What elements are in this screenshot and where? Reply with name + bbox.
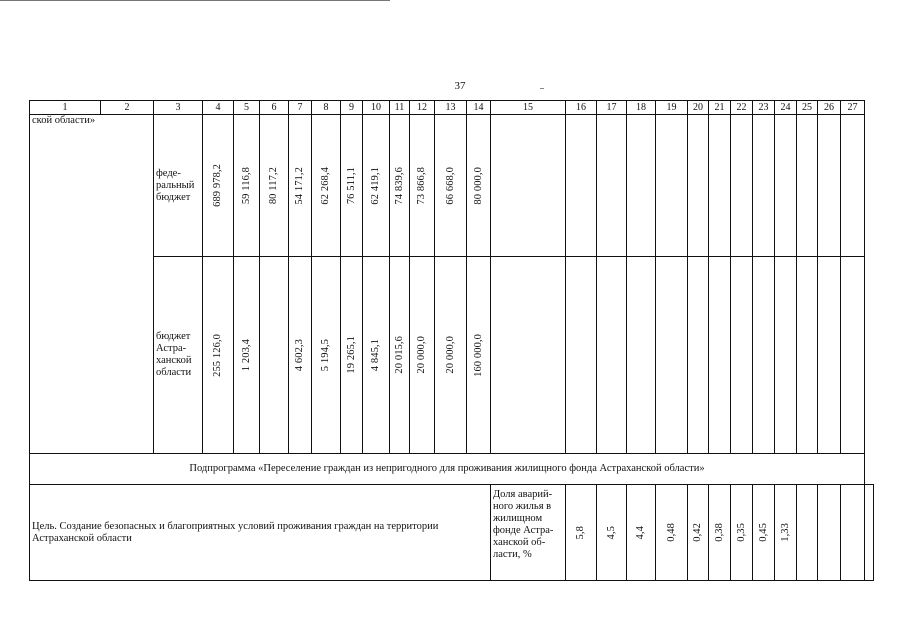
value-cell <box>260 115 289 257</box>
funding-source-label: бюджет Астра- ханской области <box>156 331 192 378</box>
empty-cell <box>597 257 627 454</box>
federal-value: 73 866,8 <box>416 166 427 205</box>
empty-cell <box>753 115 775 257</box>
value-cell <box>410 115 435 257</box>
continuation-cell <box>30 115 154 454</box>
value-cell <box>203 115 234 257</box>
goal-text: Цель. Создание безопасных и благоприятных условий проживания граждан на территории Астраханской области <box>30 485 491 581</box>
indicator-value-cell <box>709 485 731 581</box>
col-header: 20 <box>688 101 709 115</box>
col-header: 22 <box>731 101 753 115</box>
col-header: 10 <box>363 101 390 115</box>
indicator-value-cell <box>688 485 709 581</box>
col-header: 5 <box>234 101 260 115</box>
col-header: 15 <box>491 101 566 115</box>
col-header: 18 <box>627 101 656 115</box>
subprogram-row <box>30 454 874 485</box>
funding-source-cell <box>154 115 203 257</box>
col-header: 16 <box>566 101 597 115</box>
value-cell <box>435 115 467 257</box>
empty-cell <box>797 257 818 454</box>
federal-value: 59 116,8 <box>240 166 252 205</box>
empty-cell <box>709 115 731 257</box>
value-cell <box>312 257 341 454</box>
col-header: 2 <box>101 101 154 115</box>
regional-value: 4 845,1 <box>370 338 381 372</box>
federal-value: 80 000,0 <box>472 166 484 205</box>
empty-cell <box>597 115 627 257</box>
regional-value: 20 000,0 <box>444 336 456 374</box>
indicator-value-cell <box>797 485 818 581</box>
empty-cell <box>709 257 731 454</box>
federal-value: 80 117,2 <box>268 166 279 205</box>
regional-value: 160 000,0 <box>472 333 484 377</box>
value-cell <box>467 115 491 257</box>
regional-value: 1 203,4 <box>240 338 252 372</box>
empty-cell <box>656 115 688 257</box>
indicator-cell <box>491 485 566 581</box>
value-cell <box>234 257 260 454</box>
indicator-value: 0,38 <box>713 523 725 542</box>
funding-source-cell <box>154 257 203 454</box>
indicator-value-cell <box>566 485 597 581</box>
federal-value: 66 668,0 <box>444 166 456 205</box>
indicator-label: Доля аварий- ного жилья в жилищном фонде Астра- ханской об- ласти, % <box>493 489 554 560</box>
empty-cell <box>656 257 688 454</box>
indicator-value-cell <box>753 485 775 581</box>
value-cell <box>234 115 260 257</box>
funding-source-label: феде- ральный бюджет <box>156 167 195 203</box>
regional-value: 5 194,5 <box>320 338 331 372</box>
indicator-value: 1,33 <box>779 523 791 542</box>
regional-value: 255 126,0 <box>212 333 223 377</box>
col-header: 4 <box>203 101 234 115</box>
budget-table <box>29 100 874 581</box>
goal-row <box>30 485 874 581</box>
indicator-value-cell <box>627 485 656 581</box>
empty-cell <box>731 115 753 257</box>
empty-cell <box>818 257 841 454</box>
value-cell <box>390 257 410 454</box>
regional-value: 20 000,0 <box>416 336 427 374</box>
indicator-value: 0,35 <box>735 523 747 542</box>
col-header: 26 <box>818 101 841 115</box>
empty-cell <box>797 115 818 257</box>
indicator-value-cell <box>818 485 841 581</box>
col-header: 23 <box>753 101 775 115</box>
empty-cell <box>865 485 874 581</box>
empty-cell <box>627 257 656 454</box>
federal-value: 62 419,1 <box>370 166 381 205</box>
federal-value: 62 268,4 <box>320 166 331 205</box>
top-rule <box>0 0 390 1</box>
value-cell <box>410 257 435 454</box>
col-header: 3 <box>154 101 203 115</box>
empty-cell <box>566 257 597 454</box>
value-cell <box>312 115 341 257</box>
col-header: 7 <box>289 101 312 115</box>
continuation-text: ской области» <box>32 115 96 126</box>
indicator-value: 0,42 <box>692 523 703 542</box>
federal-value: 76 511,1 <box>345 166 357 205</box>
col-header: 19 <box>656 101 688 115</box>
empty-cell <box>775 115 797 257</box>
col-header: 9 <box>341 101 363 115</box>
empty-cell <box>841 485 865 581</box>
empty-cell <box>688 115 709 257</box>
indicator-value-cell <box>597 485 627 581</box>
col-header: 1 <box>30 101 101 115</box>
col-header: 17 <box>597 101 627 115</box>
col-header: 24 <box>775 101 797 115</box>
federal-value: 689 978,2 <box>212 164 223 207</box>
empty-cell <box>753 257 775 454</box>
value-cell <box>203 257 234 454</box>
column-number-row <box>30 101 874 115</box>
value-cell <box>260 257 289 454</box>
indicator-value: 0,48 <box>665 523 677 542</box>
federal-budget-row <box>30 115 874 257</box>
indicator-value: 5,8 <box>575 525 586 540</box>
indicator-value-cell <box>731 485 753 581</box>
value-cell <box>363 257 390 454</box>
value-cell <box>289 115 312 257</box>
empty-cell <box>841 115 865 257</box>
value-cell <box>341 115 363 257</box>
regional-value: 4 602,3 <box>294 338 305 372</box>
empty-cell <box>841 257 865 454</box>
indicator-value: 4,4 <box>635 525 646 540</box>
col-header: 11 <box>390 101 410 115</box>
empty-cell <box>491 257 566 454</box>
indicator-value: 4,5 <box>605 525 617 540</box>
federal-value: 54 171,2 <box>294 166 305 205</box>
page-mark <box>540 88 544 89</box>
federal-value: 74 839,6 <box>393 166 405 205</box>
value-cell <box>289 257 312 454</box>
indicator-value: 0,45 <box>757 523 769 542</box>
empty-cell <box>566 115 597 257</box>
indicator-value-cell <box>775 485 797 581</box>
regional-value: 20 015,6 <box>393 336 405 374</box>
regional-budget-row <box>30 257 874 454</box>
value-cell <box>341 257 363 454</box>
value-cell <box>435 257 467 454</box>
col-header: 13 <box>435 101 467 115</box>
page-number: 37 <box>454 80 466 92</box>
col-header: 21 <box>709 101 731 115</box>
col-header: 8 <box>312 101 341 115</box>
col-header: 12 <box>410 101 435 115</box>
col-header: 25 <box>797 101 818 115</box>
empty-cell <box>688 257 709 454</box>
empty-cell <box>818 115 841 257</box>
regional-value: 19 265,1 <box>345 336 357 374</box>
value-cell <box>467 257 491 454</box>
value-cell <box>390 115 410 257</box>
empty-cell <box>775 257 797 454</box>
empty-cell <box>731 257 753 454</box>
indicator-value-cell <box>656 485 688 581</box>
subprogram-title: Подпрограмма «Переселение граждан из непригодного для проживания жилищного фонда Астраханской области» <box>30 454 865 485</box>
col-header: 14 <box>467 101 491 115</box>
empty-cell <box>627 115 656 257</box>
col-header: 27 <box>841 101 865 115</box>
col-header: 6 <box>260 101 289 115</box>
value-cell <box>363 115 390 257</box>
empty-cell <box>491 115 566 257</box>
